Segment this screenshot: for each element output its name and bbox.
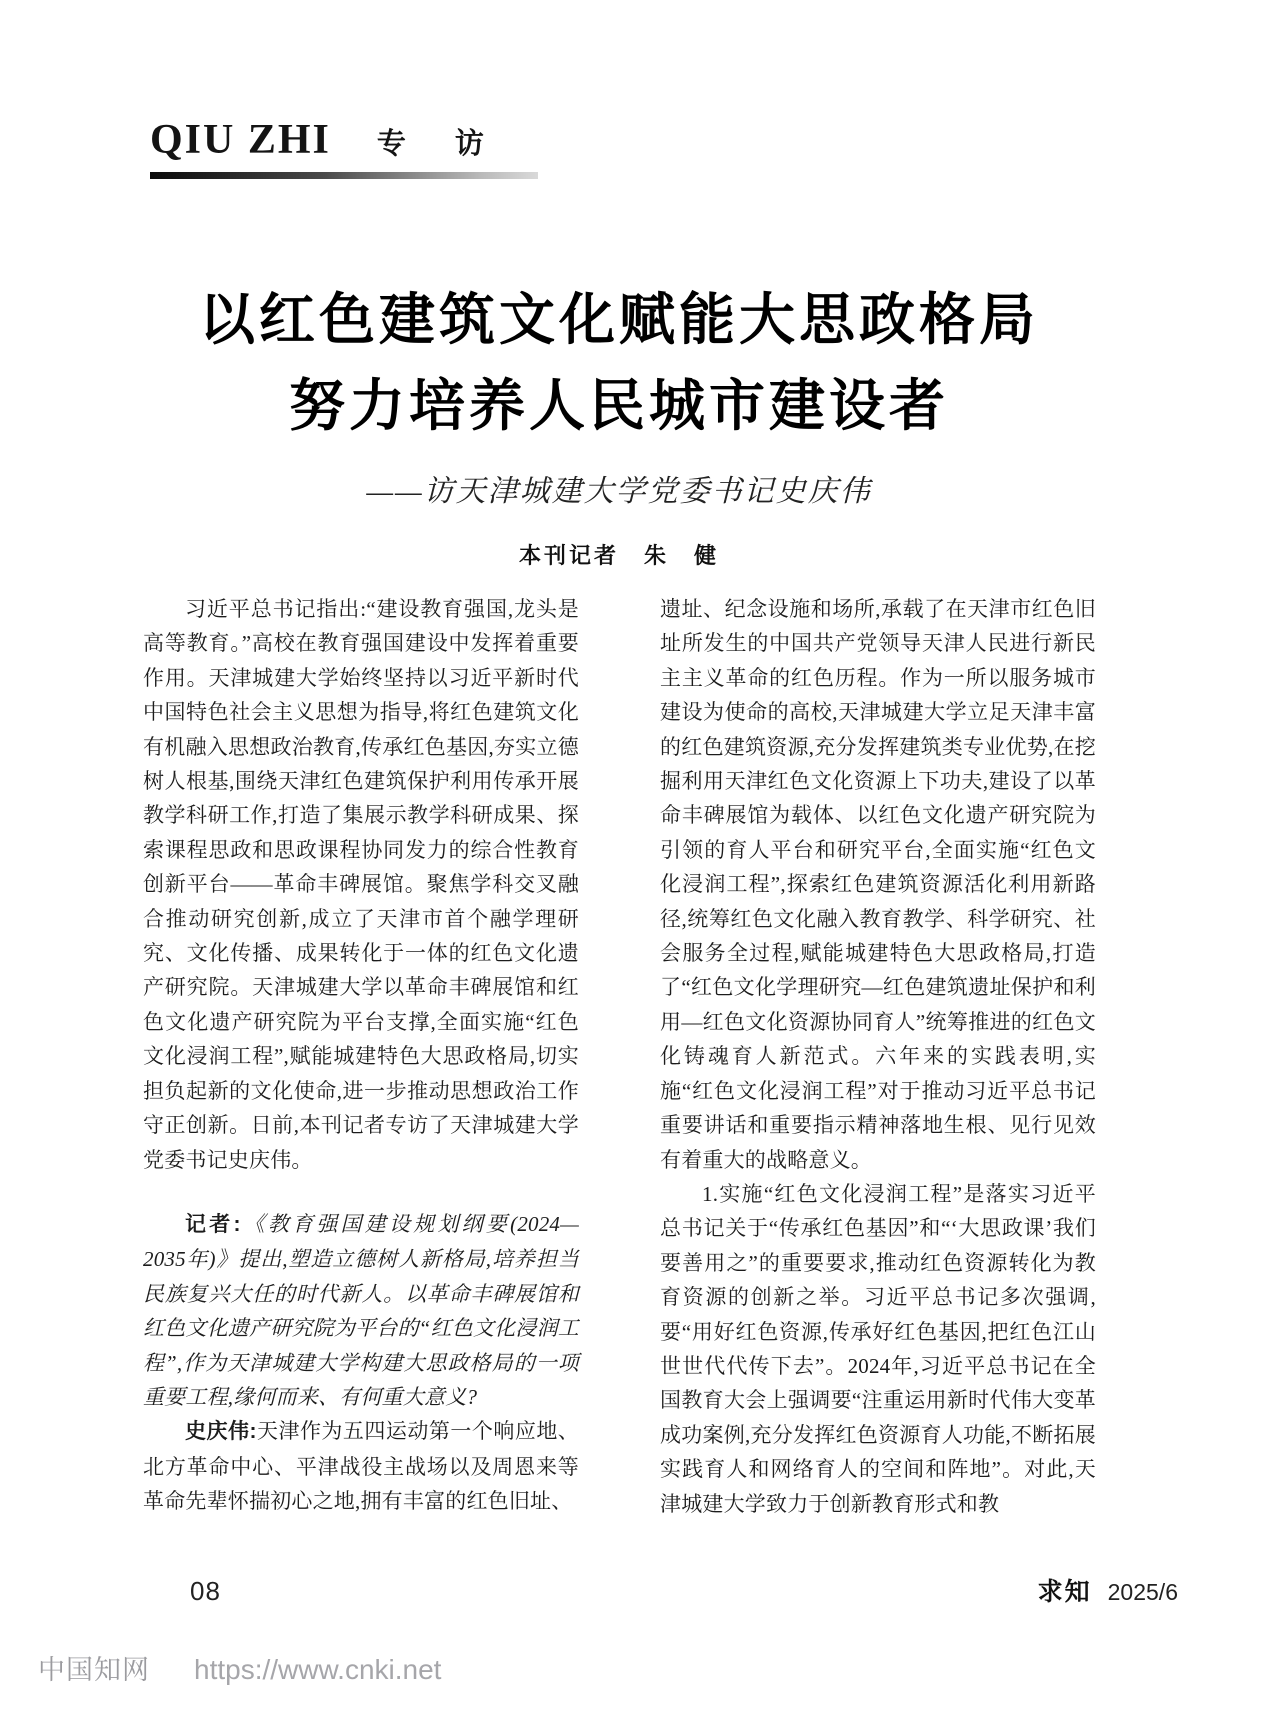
journal-reference	[1038, 1572, 1178, 1608]
masthead-gradient-rule	[150, 172, 538, 179]
journal-issue: 2025/6	[1107, 1579, 1178, 1605]
speaker-lead: 记者:	[185, 1212, 241, 1236]
cnki-url: https://www.cnki.net	[194, 1654, 442, 1685]
cnki-site-name: 中国知网	[38, 1655, 150, 1685]
masthead	[150, 116, 538, 179]
journal-name: 求知	[1037, 1579, 1092, 1606]
journal-logo: QIU ZHI	[150, 117, 331, 163]
left-column	[143, 592, 579, 1521]
article-body	[143, 592, 1096, 1521]
paragraph: 记者:《教育强国建设规划纲要(2024—2035年)》提出,塑造立德树人新格局,培养担当民族复兴大任的时代新人。以革命丰碑展馆和红色文化遗产研究院为平台的“红色文化浸润工程”,作为天津城建大学构建大思政格局的一项重要工程,缘何而来、有何重大意义?	[143, 1211, 579, 1409]
cnki-watermark	[38, 1648, 441, 1687]
page-number: 08	[190, 1576, 221, 1606]
paragraph: 习近平总书记指出:“建设教育强国,龙头是高等教育。”高校在教育强国建设中发挥着重要作用。天津城建大学始终坚持以习近平新时代中国特色社会主义思想为指导,将红色建筑文化有机融入思想政治教育,传承红色基因,夯实立德树人根基,围绕天津红色建筑保护利用传承开展教学科研工作,打造了集展示教学科研成果、探索课程思政和思政课程协同发力的综合性教育创新平台——革命丰碑展馆。聚焦学科交叉融合推动研究创新,成立了天津市首个融学理研究、文化传播、成果转化于一体的红色文化遗产研究院。天津城建大学以革命丰碑展馆和红色文化遗产研究院为平台支撑,全面实施“红色文化浸润工程”,赋能城建特色大思政格局,切实担负起新的文化使命,进一步推动思想政治工作守正创新。日前,本刊记者专访了天津城建大学党委书记史庆伟。	[143, 597, 579, 1172]
right-column	[660, 592, 1096, 1521]
paragraph: 史庆伟:天津作为五四运动第一个响应地、北方革命中心、平津战役主战场以及周恩来等革命先辈怀揣初心之地,拥有丰富的红色旧址、	[143, 1419, 580, 1514]
article-title-line1: 以红色建筑文化赋能大思政格局	[199, 290, 1039, 352]
article-title-line2: 努力培养人民城市建设者	[289, 376, 949, 438]
speaker-lead: 史庆伟:	[185, 1420, 257, 1444]
paragraph: 遗址、纪念设施和场所,承载了在天津市红色旧址所发生的中国共产党领导天津人民进行新民主主义革命的红色历程。作为一所以服务城市建设为使命的高校,天津城建大学立足天津丰富的红色建筑资源,充分发挥建筑类专业优势,在挖掘利用天津红色文化资源上下功夫,建设了以革命丰碑展馆为载体、以红色文化遗产研究院为引领的育人平台和研究平台,全面实施“红色文化浸润工程”,探索红色建筑资源活化利用新路径,统筹红色文化融入教育教学、科学研究、社会服务全过程,赋能城建特色大思政格局,打造了“红色文化学理研究—红色建筑遗址保护和利用—红色文化资源协同育人”统筹推进的红色文化铸魂育人新范式。六年来的实践表明,实施“红色文化浸润工程”对于推动习近平总书记重要讲话和重要指示精神落地生根、见行见效有着重大的战略意义。	[660, 597, 1096, 1172]
article-title	[143, 278, 1095, 450]
article-subtitle: ——访天津城建大学党委书记史庆伟	[366, 475, 872, 508]
paragraph: 1.实施“红色文化浸润工程”是落实习近平总书记关于“传承红色基因”和“‘大思政课’我们要善用之”的重要要求,推动红色资源转化为教育资源的创新之举。习近平总书记多次强调,要“用好红色资源,传承好红色基因,把红色江山世世代代传下去”。2024年,习近平总书记在全国教育大会上强调要“注重运用新时代伟大变革成功案例,充分发挥红色资源育人功能,不断拓展实践育人和网络育人的空间和阵地”。对此,天津城建大学致力于创新教育形式和教	[660, 1181, 1096, 1516]
article-byline: 本刊记者 朱 健	[518, 543, 719, 568]
section-label: 专 访	[376, 128, 494, 160]
page-footer	[190, 1572, 1178, 1608]
